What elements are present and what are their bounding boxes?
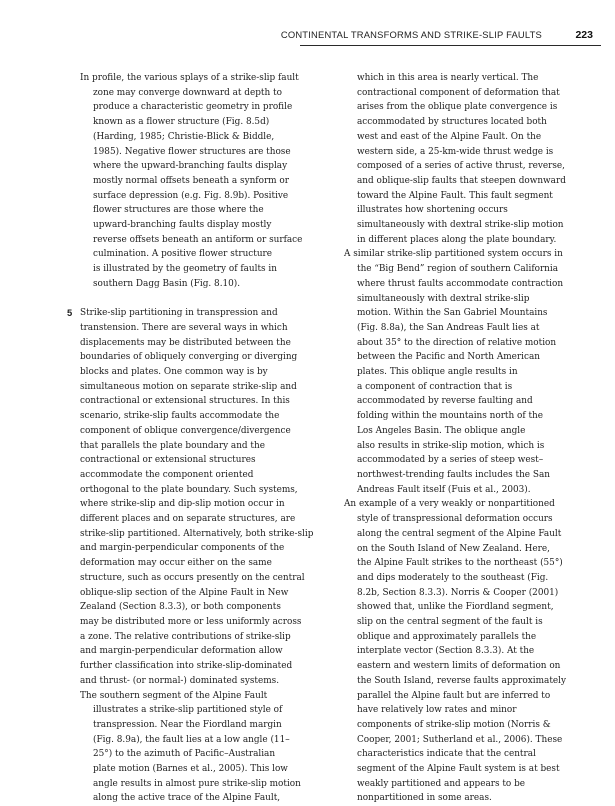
text-line: nonpartitioned in some areas. xyxy=(357,793,492,804)
text-line: further classification into strike-slip-dominated xyxy=(80,661,293,672)
text-line: accommodated by a series of steep west– xyxy=(357,455,544,466)
text-line: Strike-slip partitioning in transpression and xyxy=(80,308,278,319)
text-line: 8.2b, Section 8.3.3). Norris & Cooper (2001) xyxy=(357,587,559,598)
text-line: boundaries of obliquely converging or diverging xyxy=(80,352,298,363)
text-line: transpression. Near the Fiordland margin xyxy=(93,719,282,730)
text-line: toward the Alpine Fault. This fault segment xyxy=(357,190,553,201)
text-line: surface depression (e.g. Fig. 8.9b). Positive xyxy=(93,190,289,201)
text-line: and dips moderately to the southeast (Fig. xyxy=(357,572,549,583)
text-line: mostly normal offsets beneath a synform or xyxy=(93,175,290,186)
text-line: where thrust faults accommodate contraction xyxy=(357,278,564,289)
text-line: between the Pacific and North American xyxy=(357,352,540,363)
text-line: The southern segment of the Alpine Fault xyxy=(80,690,268,701)
text-line: on the South Island of New Zealand. Here, xyxy=(357,543,550,554)
text-line: contractional or extensional structures. In this xyxy=(80,396,290,407)
header-rule xyxy=(300,45,601,46)
text-line: segment of the Alpine Fault system is at best xyxy=(357,764,560,775)
text-line: oblique-slip section of the Alpine Fault in New xyxy=(80,587,289,598)
page-number: 223 xyxy=(575,29,593,41)
text-line: contractional component of deformation that xyxy=(357,87,560,98)
text-line: where the upward-branching faults display xyxy=(93,161,288,172)
item-heading-line xyxy=(67,306,327,321)
text-line: strike-slip partitioned. Alternatively, both strike-slip xyxy=(80,528,314,539)
text-line: displacements may be distributed between the xyxy=(80,337,291,348)
text-line: in different places along the plate boundary. xyxy=(357,234,557,245)
text-line: blocks and plates. One common way is by xyxy=(80,367,268,378)
text-line: illustrates how shortening occurs xyxy=(357,205,508,216)
text-line: produce a characteristic geometry in profile xyxy=(93,102,293,113)
text-line: simultaneous motion on separate strike-slip and xyxy=(80,381,297,392)
paragraph-strike-slip-partitioning xyxy=(67,306,327,688)
text-line: and margin-perpendicular components of the xyxy=(80,543,285,554)
text-line: composed of a series of active thrust, reverse, xyxy=(357,161,565,172)
text-line: Zealand (Section 8.3.3), or both components xyxy=(80,602,281,613)
text-line: have relatively low rates and minor xyxy=(357,705,517,716)
text-line: Andreas Fault itself (Fuis et al., 2003). xyxy=(357,484,531,495)
text-line: about 35° to the direction of relative motion xyxy=(357,337,557,348)
item-number: 5 xyxy=(67,307,73,319)
text-line: a zone. The relative contributions of strike-slip xyxy=(80,631,291,642)
running-header xyxy=(0,24,615,46)
text-line: illustrates a strike-slip partitioned style of xyxy=(93,705,283,716)
text-line: An example of a very weakly or nonpartitioned xyxy=(344,499,555,510)
text-line: different places and on separate structures, are xyxy=(80,514,296,525)
text-line: plate motion (Barnes et al., 2005). This low xyxy=(93,764,288,775)
text-line: contractional or extensional structures xyxy=(80,455,256,466)
text-line: style of transpressional deformation occurs xyxy=(357,514,553,525)
text-line: (Fig. 8.9a), the fault lies at a low angle (11– xyxy=(93,734,290,745)
text-line: southern Dagg Basin (Fig. 8.10). xyxy=(93,278,241,289)
text-line: Cooper, 2001; Sutherland et al., 2006). These xyxy=(357,734,563,745)
text-line: characteristics indicate that the central xyxy=(357,749,536,760)
text-line: 25°) to the azimuth of Pacific–Australian xyxy=(93,749,276,760)
right-column xyxy=(344,71,576,806)
paragraph-flower-structure xyxy=(80,71,327,292)
text-line: components of strike-slip motion (Norris & xyxy=(357,719,551,730)
running-title: CONTINENTAL TRANSFORMS AND STRIKE-SLIP FAULTS xyxy=(280,29,542,40)
text-line: known as a flower structure (Fig. 8.5d) xyxy=(93,117,270,128)
text-line: accommodated by reverse faulting and xyxy=(357,396,533,407)
text-line: (Fig. 8.8a), the San Andreas Fault lies at xyxy=(357,322,540,333)
text-line: plates. This oblique angle results in xyxy=(357,367,518,378)
text-line: flower structures are those where the xyxy=(93,205,264,216)
text-line: Los Angeles Basin. The oblique angle xyxy=(357,425,526,436)
text-line: is illustrated by the geometry of faults in xyxy=(93,264,277,275)
text-line: the Alpine Fault strikes to the northeast (55°) xyxy=(357,558,563,569)
text-line: which in this area is nearly vertical. The xyxy=(357,73,539,83)
text-line: that parallels the plate boundary and the xyxy=(80,440,265,451)
text-line: also results in strike-slip motion, which is xyxy=(357,440,545,451)
text-line: and thrust- (or normal-) dominated systems. xyxy=(80,675,280,686)
text-line: accommodated by structures located both xyxy=(357,117,547,128)
text-line: In profile, the various splays of a strike-slip fault xyxy=(80,73,299,83)
text-line: scenario, strike-slip faults accommodate the xyxy=(80,411,280,422)
text-line: the South Island, reverse faults approximately xyxy=(357,675,566,686)
text-line: simultaneously with dextral strike-slip motion xyxy=(357,220,564,231)
text-line: along the central segment of the Alpine Fault xyxy=(357,528,562,539)
paragraph-alpine-fault-continued xyxy=(344,71,576,247)
text-line: northwest-trending faults includes the San xyxy=(357,469,550,480)
text-line: accommodate the component oriented xyxy=(80,469,254,480)
text-line: weakly partitioned and appears to be xyxy=(357,778,526,789)
text-line: folding within the mountains north of the xyxy=(357,411,544,422)
text-line: transtension. There are several ways in which xyxy=(80,322,288,333)
text-line: interplate vector (Section 8.3.3). At the xyxy=(357,646,535,657)
text-line: arises from the oblique plate convergence is xyxy=(357,102,558,113)
text-line: parallel the Alpine fault but are inferred to xyxy=(357,690,551,701)
text-line: orthogonal to the plate boundary. Such systems, xyxy=(80,484,298,495)
left-column xyxy=(67,71,327,806)
paragraph-nonpartitioned xyxy=(344,497,576,806)
text-line: structure, such as occurs presently on the central xyxy=(80,572,305,583)
text-line: eastern and western limits of deformation on xyxy=(357,661,561,672)
text-line: a component of contraction that is xyxy=(357,381,513,392)
text-line: upward-branching faults display mostly xyxy=(93,220,272,231)
text-line: and oblique-slip faults that steepen downward xyxy=(357,175,566,186)
text-line: along the active trace of the Alpine Fault, xyxy=(93,793,281,804)
text-line: western side, a 25-km-wide thrust wedge is xyxy=(357,146,554,157)
text-line: (Harding, 1985; Christie-Blick & Biddle, xyxy=(93,131,275,142)
text-line: the “Big Bend” region of southern California xyxy=(357,264,559,275)
text-line: where strike-slip and dip-slip motion occur in xyxy=(80,499,285,510)
text-line: showed that, unlike the Fiordland segment, xyxy=(357,602,554,613)
text-line: zone may converge downward at depth to xyxy=(93,87,282,98)
text-line: west and east of the Alpine Fault. On the xyxy=(357,131,542,142)
text-line: component of oblique convergence/divergence xyxy=(80,425,291,436)
text-line: motion. Within the San Gabriel Mountains xyxy=(357,308,548,319)
text-line: 1985). Negative flower structures are those xyxy=(93,146,291,157)
text-line: A similar strike-slip partitioned system occurs in xyxy=(344,249,563,260)
paragraph-big-bend xyxy=(344,247,576,497)
text-line: may be distributed more or less uniformly across xyxy=(80,617,302,627)
paragraph-alpine-fault-southern xyxy=(80,689,327,806)
text-line: simultaneously with dextral strike-slip xyxy=(357,293,530,304)
text-line: angle results in almost pure strike-slip motion xyxy=(93,778,301,789)
text-line: deformation may occur either on the same xyxy=(80,558,272,569)
text-line: and margin-perpendicular deformation allow xyxy=(80,646,283,657)
text-line: culmination. A positive flower structure xyxy=(93,249,273,260)
text-line: oblique and approximately parallels the xyxy=(357,631,537,642)
text-line: slip on the central segment of the fault is xyxy=(357,617,543,628)
text-line: reverse offsets beneath an antiform or surface xyxy=(93,234,303,245)
